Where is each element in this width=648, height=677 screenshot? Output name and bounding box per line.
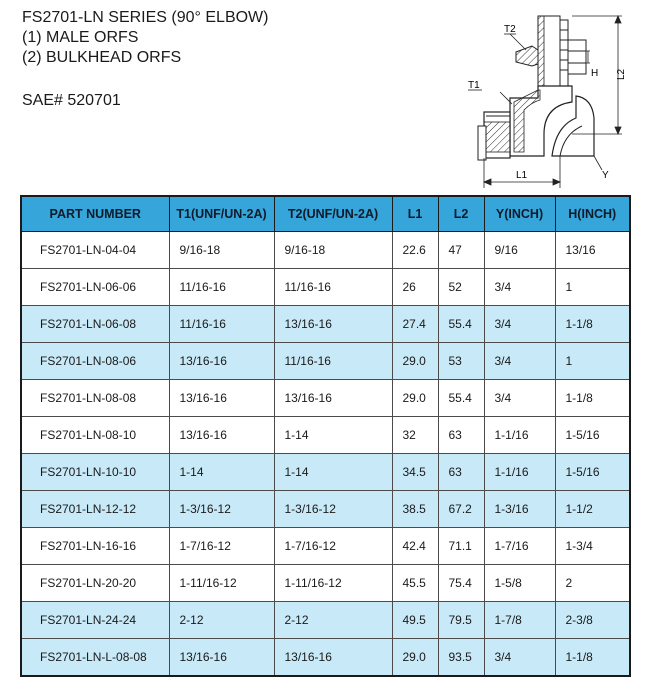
table-cell: 1-7/16-12 [169,528,274,565]
table-cell: 63 [438,454,484,491]
table-cell: 1-11/16-12 [274,565,392,602]
table-cell: 45.5 [392,565,438,602]
table-cell: 13/16-16 [169,417,274,454]
table-cell: 75.4 [438,565,484,602]
table-cell: 3/4 [484,380,555,417]
table-cell: 13/16-16 [274,306,392,343]
table-cell: 1-3/16-12 [169,491,274,528]
table-cell: 1-11/16-12 [169,565,274,602]
t1-label: T1 [468,80,480,91]
table-cell: 1-7/16 [484,528,555,565]
table-cell: FS2701-LN-08-06 [21,343,169,380]
table-row [21,565,630,602]
table-row [21,380,630,417]
table-cell: 29.0 [392,639,438,677]
col-part-number: PART NUMBER [21,196,169,232]
table-cell: FS2701-LN-16-16 [21,528,169,565]
table-cell: 1-1/8 [555,639,630,677]
l2-label: L2 [616,68,627,80]
table-cell: 13/16-16 [274,639,392,677]
table-cell: 1-1/2 [555,491,630,528]
table-row [21,232,630,269]
table-cell: 1-3/16-12 [274,491,392,528]
col-y: Y(INCH) [484,196,555,232]
table-cell: 27.4 [392,306,438,343]
table-cell: 1-1/8 [555,306,630,343]
y-label: Y [602,170,609,181]
table-cell: 2-12 [169,602,274,639]
col-h: H(INCH) [555,196,630,232]
table-cell: 11/16-16 [169,306,274,343]
table-cell: 1-1/16 [484,417,555,454]
table-cell: 32 [392,417,438,454]
table-cell: 13/16 [555,232,630,269]
table-cell: 11/16-16 [274,269,392,306]
l1-label: L1 [516,170,528,181]
table-cell: FS2701-LN-08-10 [21,417,169,454]
end-type-1: (1) MALE ORFS [22,29,139,46]
table-cell: 3/4 [484,343,555,380]
elbow-fitting-drawing [452,6,632,188]
table-cell: 1-7/8 [484,602,555,639]
table-cell: FS2701-LN-06-06 [21,269,169,306]
table-cell: 11/16-16 [274,343,392,380]
table-cell: 3/4 [484,639,555,677]
table-row [21,417,630,454]
table-cell: 52 [438,269,484,306]
title-block [22,8,268,68]
table-cell: 3/4 [484,269,555,306]
table-cell: 1-3/16 [484,491,555,528]
table-cell: FS2701-LN-10-10 [21,454,169,491]
table-row [21,491,630,528]
table-cell: 79.5 [438,602,484,639]
table-cell: 1-1/8 [555,380,630,417]
col-t2: T2(UNF/UN-2A) [274,196,392,232]
table-cell: 11/16-16 [169,269,274,306]
horizontal-branch [478,112,510,160]
table-row [21,454,630,491]
table-cell: FS2701-LN-20-20 [21,565,169,602]
table-cell: 1-14 [274,454,392,491]
col-t1: T1(UNF/UN-2A) [169,196,274,232]
table-cell: 71.1 [438,528,484,565]
table-cell: 47 [438,232,484,269]
table-row [21,528,630,565]
table-cell: 9/16 [484,232,555,269]
table-cell: 1-5/16 [555,454,630,491]
table-cell: 49.5 [392,602,438,639]
table-cell: 1-3/4 [555,528,630,565]
table-cell: 42.4 [392,528,438,565]
table-cell: 1-5/8 [484,565,555,602]
table-cell: 13/16-16 [169,639,274,677]
table-cell: 2 [555,565,630,602]
table-cell: 53 [438,343,484,380]
specification-table [20,195,631,677]
table-cell: 63 [438,417,484,454]
table-cell: FS2701-LN-24-24 [21,602,169,639]
table-cell: 1-1/16 [484,454,555,491]
table-cell: 1-7/16-12 [274,528,392,565]
end-type-2: (2) BULKHEAD ORFS [22,49,182,66]
series-title: FS2701-LN SERIES (90° ELBOW) [22,9,269,26]
table-cell: 1-14 [169,454,274,491]
table-cell: 34.5 [392,454,438,491]
t2-label: T2 [504,24,516,35]
table-cell: FS2701-LN-04-04 [21,232,169,269]
table-cell: 2-12 [274,602,392,639]
elbow-body [510,86,594,156]
col-l1: L1 [392,196,438,232]
table-header-row [21,196,630,232]
table-cell: 1 [555,343,630,380]
table-row [21,639,630,677]
table-cell: 29.0 [392,343,438,380]
col-l2: L2 [438,196,484,232]
table-row [21,343,630,380]
table-cell: FS2701-LN-06-08 [21,306,169,343]
table-cell: FS2701-LN-08-08 [21,380,169,417]
table-cell: 1 [555,269,630,306]
table-cell: 13/16-16 [274,380,392,417]
table-cell: 67.2 [438,491,484,528]
table-cell: FS2701-LN-L-08-08 [21,639,169,677]
table-cell: 13/16-16 [169,380,274,417]
table-cell: 1-14 [274,417,392,454]
vertical-branch [516,16,586,86]
table-cell: 9/16-18 [274,232,392,269]
table-cell: 1-5/16 [555,417,630,454]
table-cell: 2-3/8 [555,602,630,639]
table-cell: 9/16-18 [169,232,274,269]
table-body [21,232,630,677]
table-cell: 13/16-16 [169,343,274,380]
table-cell: 93.5 [438,639,484,677]
table-row [21,269,630,306]
sae-number: SAE# 520701 [22,92,121,109]
table-cell: 26 [392,269,438,306]
table-cell: FS2701-LN-12-12 [21,491,169,528]
table-cell: 55.4 [438,380,484,417]
table-cell: 3/4 [484,306,555,343]
table-row [21,602,630,639]
table-cell: 55.4 [438,306,484,343]
table-cell: 29.0 [392,380,438,417]
table-cell: 22.6 [392,232,438,269]
table-row [21,306,630,343]
h-label: H [591,68,599,79]
table-cell: 38.5 [392,491,438,528]
